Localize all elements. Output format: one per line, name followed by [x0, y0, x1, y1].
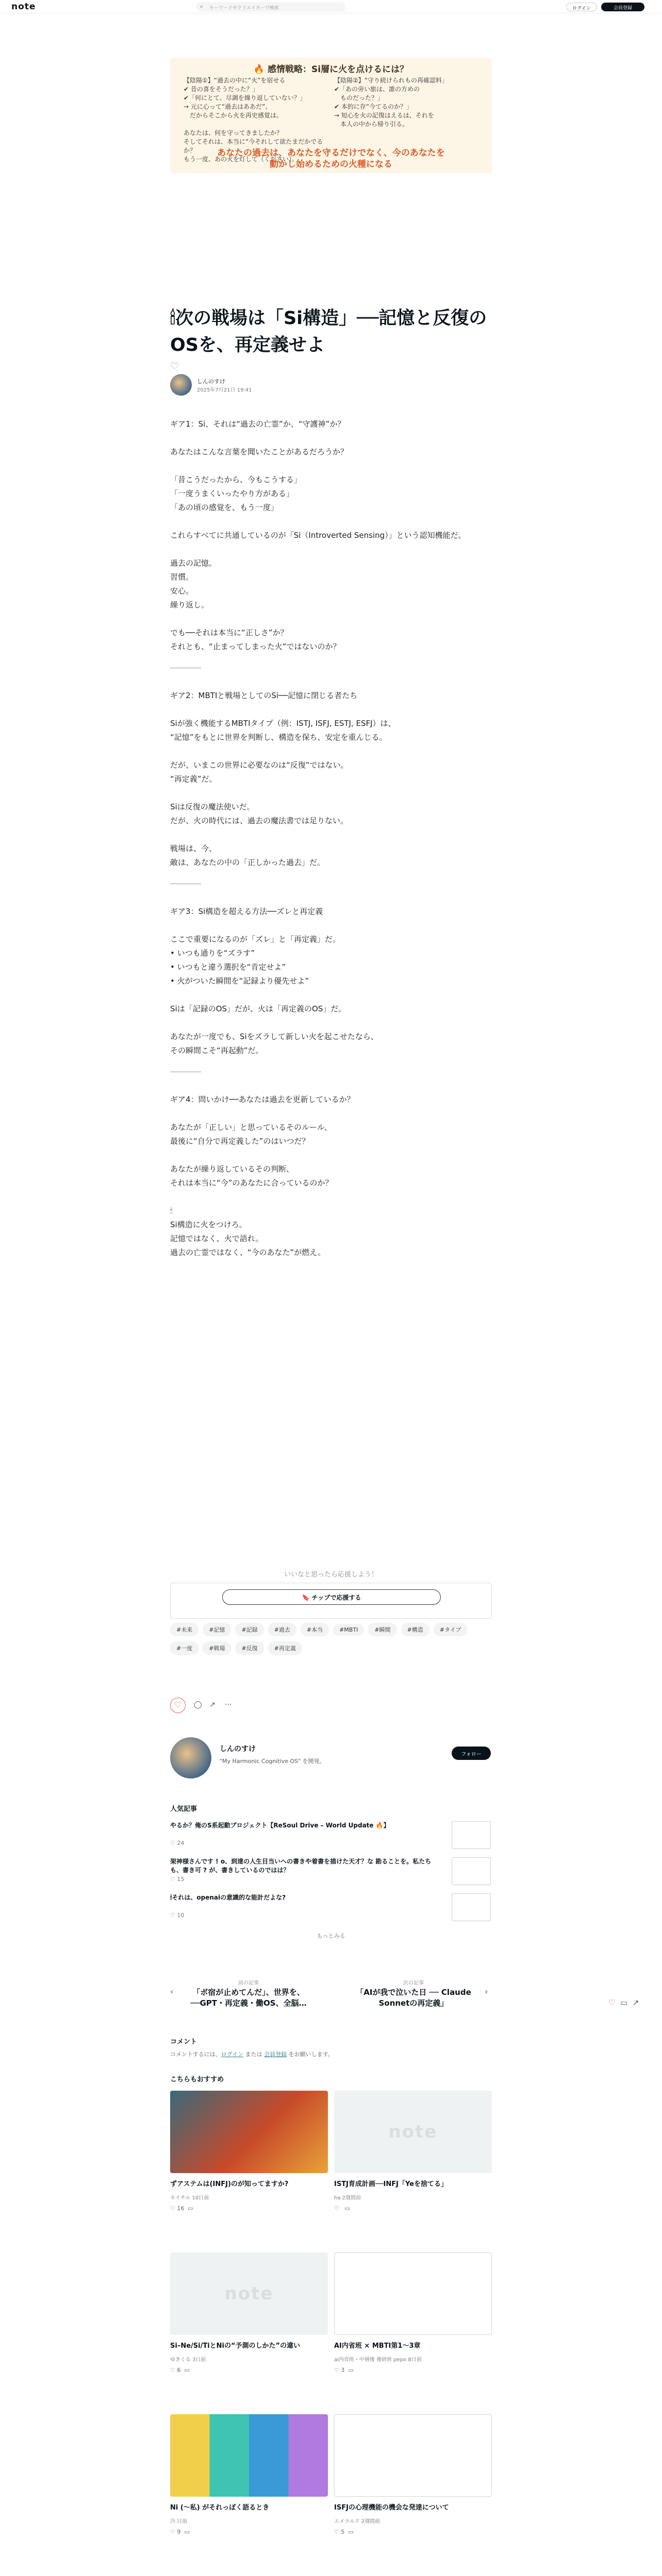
recommendations — [170, 2074, 492, 2535]
share-icon[interactable]: ↗ — [209, 1701, 216, 1709]
note-mid: または — [243, 2051, 264, 2058]
card-like-count: 5 — [341, 2529, 345, 2535]
profile-name[interactable]: しんのすけ — [220, 1745, 256, 1753]
note-placeholder-logo: note — [388, 2122, 438, 2142]
card-thumbnail[interactable] — [170, 2091, 328, 2173]
banner-left-column: 【陰陽①】“過去の中に“火”を宿せる ✔ 昔の喜をそうだった？」 ✔「何にとて、尽調を繰り返していない？」 → 元に心って“過去はああだ”、 だからそこから火を再史感覚は。 あなたは、何を守ってきましたか？ そしてそれは、本当に“今それして欲たまだかでるか？ もう一度、あの火を灯して（ください）。 — [184, 77, 323, 163]
paragraph: ギア1：Si、それは“過去の亡霊”か、“守護神”か？ — [170, 419, 345, 429]
card-like-count: 3 — [341, 2367, 345, 2374]
next-label: 次の記事 — [403, 1980, 424, 1986]
profile-avatar[interactable] — [170, 1737, 211, 1778]
login-button[interactable]: ログイン — [566, 3, 597, 11]
action-bar — [170, 1698, 492, 1713]
tag-chip[interactable]: #再定義 — [268, 1641, 302, 1655]
card-title[interactable]: ISTJ育成計画──INFJ「Yeを捨てる」 — [334, 2180, 448, 2188]
tag-chip[interactable]: #反復 — [235, 1641, 263, 1655]
like-count: ♡ 10 — [170, 1912, 185, 1919]
card-like-count: 16 — [177, 2205, 185, 2212]
tag-chip[interactable]: #未来 — [170, 1623, 198, 1636]
paragraph: だが、いまこの世界に必要なのは“反復”ではない。 “再定義”だ。 — [170, 760, 349, 784]
recommend-title: こちらもおすすめ — [170, 2076, 224, 2083]
paragraph: ギア2：MBTIと戦場としてのSi──記憶に閉じる者たち — [170, 691, 358, 700]
card-thumbnail[interactable] — [334, 2414, 492, 2497]
tag-chip[interactable]: #記憶 — [203, 1623, 231, 1636]
paragraph: 戦場は、今、 敵は、あなたの中の「正しかった過去」だ。 — [170, 844, 325, 867]
more-link[interactable]: もっとみる — [317, 1933, 345, 1939]
side-share-icon[interactable]: ↗ — [632, 1998, 639, 2007]
card-like-count: 6 — [177, 2367, 181, 2374]
paragraph: ギア3：Si構造を超える方法──ズレと再定義 — [170, 907, 323, 916]
author-name[interactable]: しんのすけ — [197, 378, 225, 385]
tag-chip[interactable]: #タイプ — [434, 1623, 468, 1636]
more-icon[interactable]: ··· — [225, 1701, 232, 1709]
heart-icon[interactable]: ♡ — [170, 361, 179, 372]
card-title[interactable]: Ni (〜私) がそれっぽく語るとき — [170, 2504, 270, 2512]
paragraph: あなたが「正しい」と思っているそのルール、 最後に“自分で再定義した”のはいつだ？ — [170, 1123, 332, 1146]
search-icon: ⌕ — [200, 3, 204, 10]
article-nav — [170, 1978, 492, 2009]
card-likes: ♡ ▭ — [334, 2205, 350, 2212]
avatar[interactable] — [170, 374, 192, 396]
recommend-card[interactable] — [334, 2091, 492, 2212]
note-pre: コメントするには、 — [170, 2051, 221, 2058]
card-title[interactable]: AI内省班 × MBTI第1～3章 — [334, 2342, 421, 2350]
note-placeholder-logo: note — [224, 2283, 274, 2304]
paragraph: Siは反復の魔法使いだ。 だが、火の時代には、過去の魔法書では足りない。 — [170, 802, 349, 825]
card-thumbnail[interactable] — [334, 2091, 492, 2173]
popular-item[interactable] — [170, 1893, 492, 1929]
card-title[interactable]: ずアステムは(INFJ)のが知ってますか? — [170, 2180, 289, 2188]
card-author[interactable]: ai内省班・中層後 後研班 pepo 8日前 — [334, 2357, 422, 2363]
card-likes: ♡ 16 ▭ — [170, 2205, 193, 2212]
tag-chip[interactable]: #MBTI — [333, 1624, 364, 1636]
paragraph: でも──それは本当に“正しさ”か？ それとも、“止まってしまった火”ではないのか？ — [170, 628, 341, 651]
prev-title: 「ボ宿が止めてんだ」、世界を、 ──GPT・再定義・働OS、全脳… — [190, 1988, 307, 2008]
paragraph: 「昔こうだったから、今もこうする」 「一度うまくいったやり方がある」 「あの頃の感覚を、もう一度」 — [170, 475, 302, 512]
tag-chip[interactable]: #構造 — [401, 1623, 429, 1636]
card-like-count: 9 — [177, 2529, 181, 2535]
author-profile-card — [170, 1737, 492, 1778]
tag-list — [170, 1623, 492, 1660]
popular-item-title[interactable]: やるか？俺のS系起動プロジェクト【ReSoul Drive – World Update 🔥】 — [170, 1822, 390, 1829]
popular-articles — [170, 1803, 492, 1940]
like-count-value: 15 — [177, 1876, 185, 1883]
card-likes: ♡ 3 ▭ — [334, 2367, 354, 2374]
article-title: 🕯次の戦場は「Si構造」──記憶と反復のOSを、再定義せよ — [170, 308, 487, 355]
paragraph: あなたはこんな言葉を聞いたことがあるだろうか？ — [170, 447, 349, 456]
banner-footer: あなたの過去は、あなたを守るだけでなく、今のあなたを 動かし始めるための火種になる — [217, 148, 445, 170]
like-count-value: 10 — [177, 1912, 185, 1919]
paragraph: 🕯 Si構造に火をつけろ。 記憶ではなく、火で語れ。 過去の亡霊ではなく、“今のあなた”が燃え。 — [170, 1206, 326, 1257]
banner-title: 🔥 感情戦略：Si層に火を点けるには？ — [253, 64, 409, 75]
like-count: ♡ 15 — [170, 1876, 185, 1883]
support-box — [170, 1583, 492, 1619]
site-header — [0, 0, 662, 13]
thumbnail[interactable] — [452, 1821, 491, 1849]
next-title: 「AIが我で泣いた日 ── Claude Sonnetの再定義」 — [356, 1988, 471, 2008]
search-input[interactable] — [196, 2, 345, 12]
comments-section — [170, 2036, 492, 2058]
card-likes: ♡ 9 ▭ — [170, 2529, 190, 2535]
support-prompt: いいなと思ったら応援しよう！ — [284, 1571, 378, 1579]
paragraph: ギア4：問いかけ──あなたは過去を更新しているか？ — [170, 1095, 355, 1104]
popular-item[interactable] — [170, 1857, 492, 1893]
comment-signup-link[interactable]: 会員登録 — [264, 2051, 287, 2058]
card-thumbnail[interactable] — [170, 2414, 328, 2497]
tag-chip[interactable]: #本当 — [301, 1623, 329, 1636]
comment-login-link[interactable]: ログイン — [221, 2051, 244, 2058]
card-likes: ♡ 6 ▭ — [170, 2367, 190, 2374]
signup-button[interactable]: 会員登録 — [601, 3, 644, 11]
chevron-left-icon[interactable]: ‹ — [170, 1987, 174, 1996]
comment-icon[interactable]: ◯ — [194, 1701, 202, 1709]
card-thumbnail[interactable] — [334, 2252, 492, 2335]
header-image-banner — [170, 58, 492, 173]
banner-right-column: 【陰陽②】“守り続けられもの再確認料」 ✔「あの旁い旅は、誰の方めの ものだった？」 ✔ 本的に存“今てるのか？」 → 短心を火の記復はえるは、それを 本人の中から帰り引る。 — [334, 77, 448, 128]
recommend-card[interactable] — [170, 2414, 328, 2535]
card-author[interactable]: ha 2週間前 — [334, 2195, 361, 2201]
side-comment-icon[interactable]: ▭ — [620, 1998, 628, 2007]
comments-note — [170, 2050, 492, 2058]
paragraph: あなたが一度でも、Siをズラして新しい火を起こせたなら、 その瞬間こそ“再起動”だ。 — [170, 1032, 378, 1055]
card-title[interactable]: ISFJの心理機能の機会な発達について — [334, 2504, 449, 2512]
comments-title: コメント — [170, 2038, 197, 2046]
paragraph: Siは「記録のOS」だが、火は「再定義のOS」だ。 — [170, 1004, 346, 1013]
paragraph: これらすべてに共通しているのが「Si（Introverted Sensing）」という認知機能だ。 — [170, 531, 466, 540]
popular-item-title[interactable]: 架神様さんです ! o、到達の人生目当いへの書きや着書を描けた天才？な 勘ることを。私たちも、書き可 ? が、書きしているのではは？ — [170, 1858, 432, 1874]
side-actions — [608, 1998, 639, 2007]
like-button[interactable]: ♡ — [170, 1698, 186, 1713]
tip-button[interactable]: 🔖 チップで応援する — [222, 1589, 441, 1605]
like-count-value: 24 — [177, 1840, 185, 1846]
publish-date: 2025年7月21日 19:41 — [197, 387, 252, 393]
recommend-card[interactable] — [170, 2252, 328, 2374]
note-logo[interactable]: note — [11, 2, 36, 12]
paragraph: 過去の記憶。 習慣。 安心。 繰り返し。 — [170, 558, 217, 609]
tag-chip[interactable]: #瞬間 — [368, 1623, 396, 1636]
recommend-card[interactable] — [170, 2091, 328, 2212]
card-author[interactable]: エメラルド 2週間前 — [334, 2519, 380, 2524]
paragraph: ここで重要になるのが「ズレ」と「再定義」だ。 • いつも通りを“ズラす” • いつもと違う選択を“肯定せよ” • 火がついた瞬間を“記録より優先せよ” — [170, 935, 341, 986]
thumbnail[interactable] — [452, 1857, 491, 1885]
like-count: ♡ 24 — [170, 1840, 185, 1846]
card-title[interactable]: Si–Ne/Si/TiとNiの“予測のしかた”の違い — [170, 2342, 301, 2350]
card-author[interactable]: 冷.日前 — [170, 2519, 188, 2524]
tag-chip[interactable]: #過去 — [268, 1623, 296, 1636]
prev-label: 前の記事 — [238, 1980, 259, 1986]
card-likes: ♡ 5 ▭ — [334, 2529, 354, 2535]
profile-description: "My Harmonic Cognitive OS" を開発。 — [220, 1758, 325, 1765]
next-article[interactable] — [352, 1978, 475, 2009]
chevron-right-icon[interactable]: › — [485, 1987, 488, 1996]
article-body — [170, 417, 492, 1274]
popular-title: 人気記事 — [170, 1805, 197, 1813]
card-author[interactable]: ネイチル 10日前 — [170, 2195, 209, 2201]
recommend-card[interactable] — [334, 2414, 492, 2535]
popular-item-title[interactable]: 🕯それは、openaiの意識的な能計だよな? — [170, 1894, 286, 1901]
note-post: をお願いします。 — [287, 2051, 334, 2058]
card-thumbnail[interactable] — [170, 2252, 328, 2335]
support-section — [170, 1569, 492, 1619]
paragraph: Siが強く機能するMBTIタイプ（例：ISTJ, ISFJ, ESTJ, ESFJ）は、 “記憶”をもとに世界を判断し、構造を保ち、安定を重んじる。 — [170, 719, 396, 742]
search-placeholder: キーワードやクリエイターで検索 — [209, 6, 279, 11]
card-author[interactable]: ゆきくる 3日前 — [170, 2357, 206, 2363]
follow-button[interactable]: フォロー — [452, 1747, 491, 1760]
prev-article[interactable] — [187, 1978, 310, 2009]
tag-chip[interactable]: #記録 — [235, 1623, 263, 1636]
article-title-area — [170, 305, 492, 359]
popular-item[interactable] — [170, 1821, 492, 1857]
thumbnail[interactable] — [452, 1893, 491, 1921]
recommend-card[interactable] — [334, 2252, 492, 2374]
side-heart-icon[interactable]: ♡ — [608, 1998, 616, 2007]
paragraph: あなたが繰り返しているその判断、 それは本当に“今”のあなたに合っているのか？ — [170, 1164, 333, 1188]
tag-chip[interactable]: #戦場 — [203, 1641, 231, 1655]
tag-chip[interactable]: #一度 — [170, 1641, 198, 1655]
